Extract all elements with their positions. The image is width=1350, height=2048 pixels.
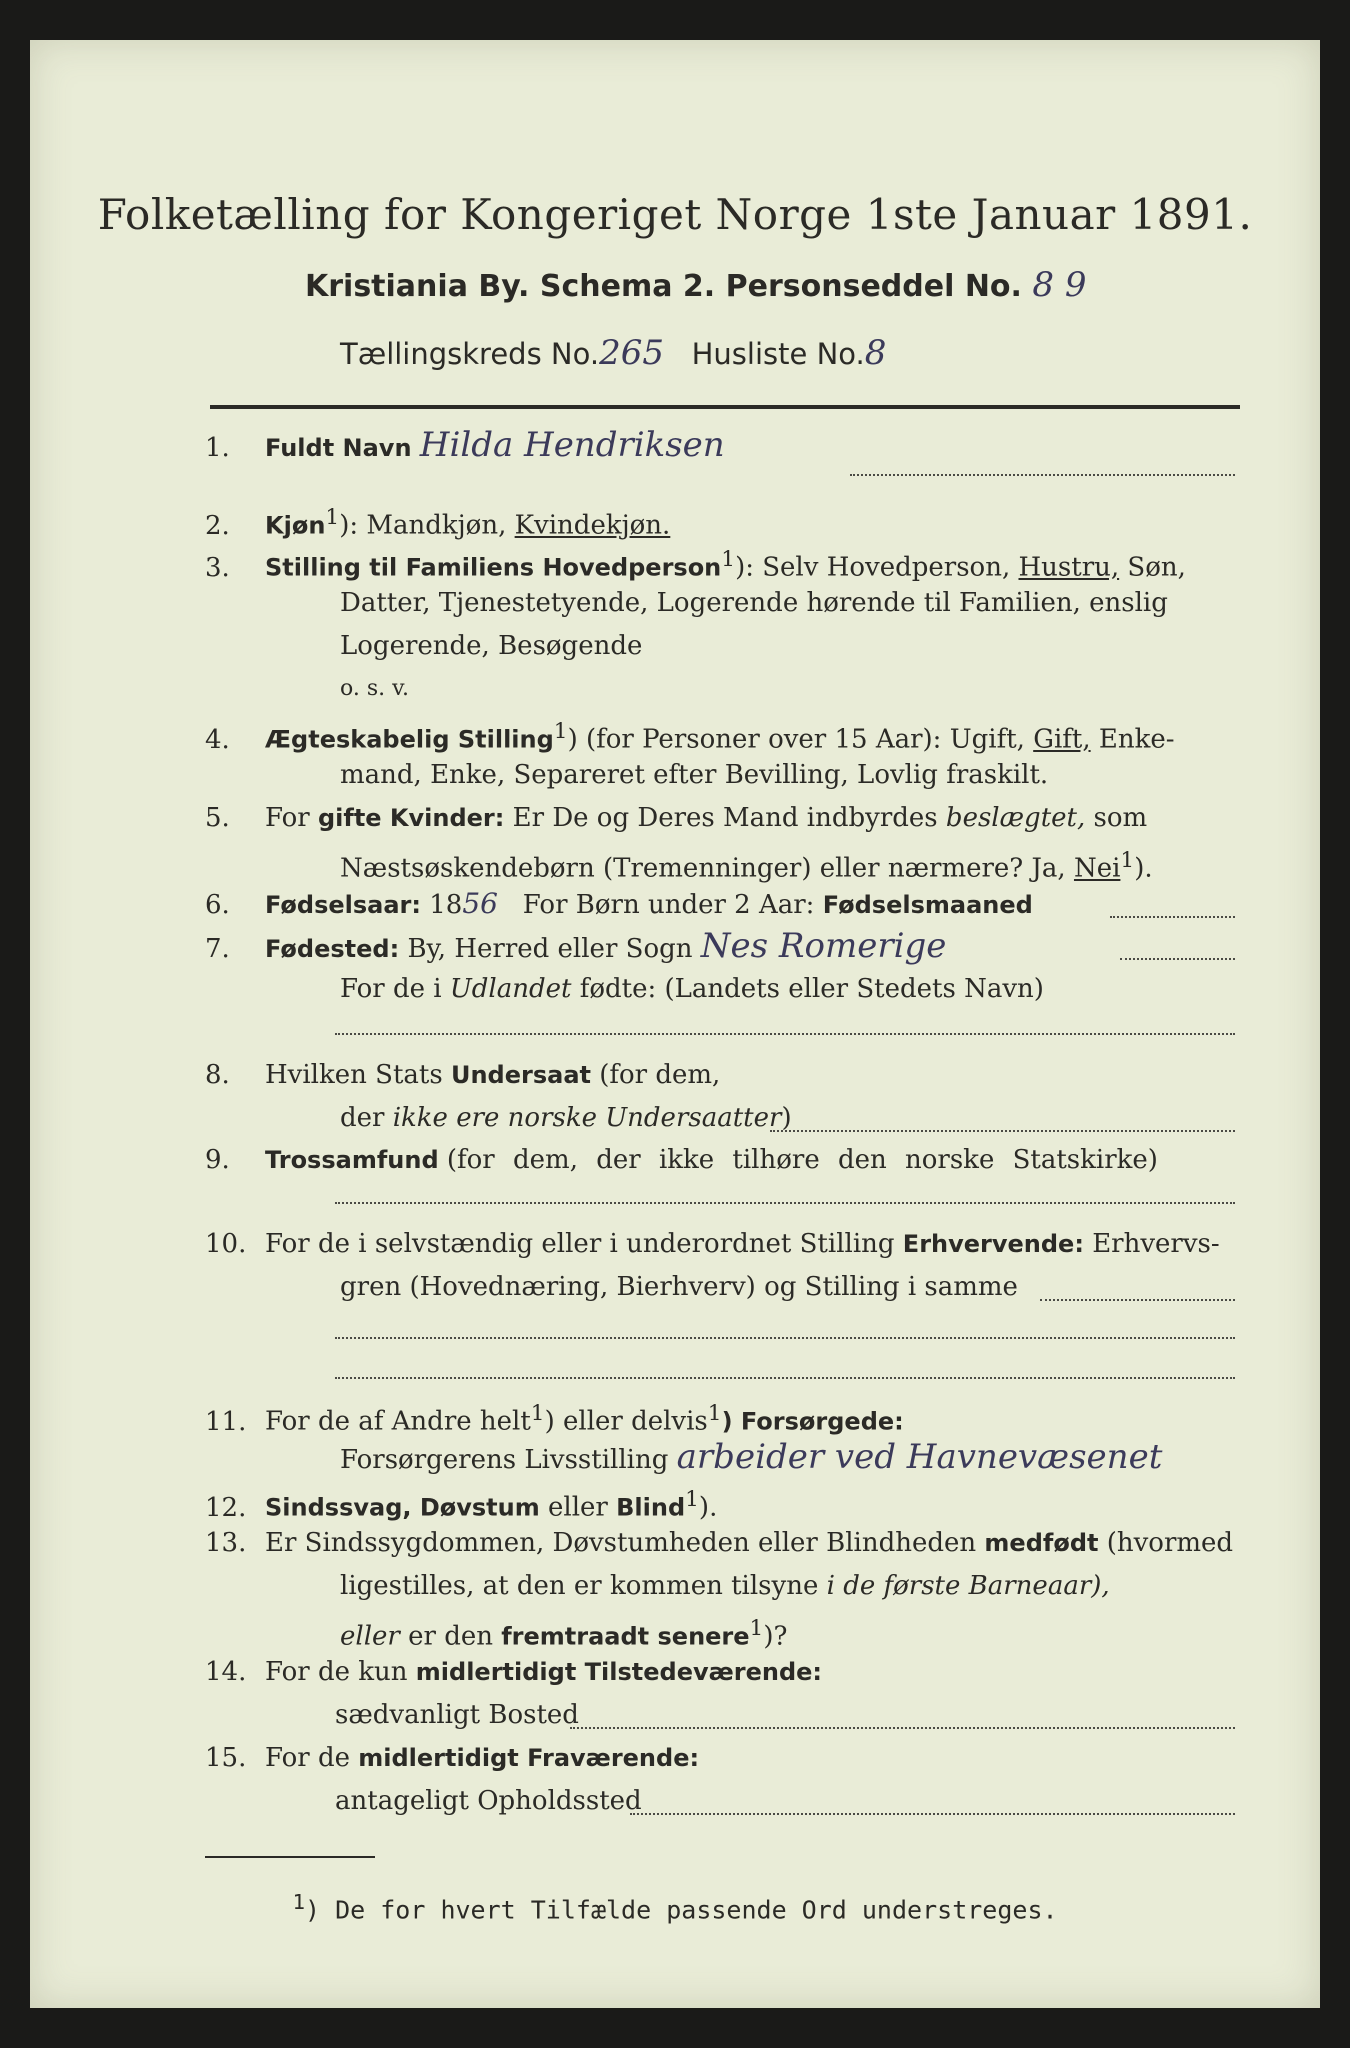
field-13 <box>205 1523 1245 1563</box>
birthplace-value: Nes Romerige <box>700 926 947 966</box>
field-text: For de af Andre helt <box>265 1406 531 1437</box>
footnote-mark: 1 <box>292 1890 305 1914</box>
field-label: fremtraadt senere <box>501 1622 750 1651</box>
dotted-line <box>850 474 1235 476</box>
field-label: Trossamfund <box>265 1146 439 1174</box>
field-number: 3. <box>205 552 230 583</box>
field-label: medfødt <box>984 1529 1099 1557</box>
field-text: ) (for Personer over 15 Aar): Ugift, <box>567 724 1025 755</box>
field-emphasis: Udlandet <box>449 974 572 1004</box>
footnote-mark: 1 <box>325 505 340 530</box>
field-text: For de kun <box>265 1657 408 1687</box>
footnote-mark: 1 <box>721 547 736 572</box>
footnote-mark: 1 <box>707 1401 722 1426</box>
field-text: Er Sindssygdommen, Døvstumheden eller Blindheden <box>265 1528 977 1558</box>
field-text: ) <box>781 1103 792 1133</box>
field-number: 2. <box>205 510 230 541</box>
field-text: Erhvervs- <box>1092 1229 1220 1259</box>
field-13-line2 <box>340 1566 1350 1606</box>
field-number: 1. <box>205 433 230 463</box>
field-15 <box>205 1738 1245 1778</box>
husliste-no-value: 8 <box>864 333 887 373</box>
selected-option: Gift, <box>1033 724 1091 755</box>
field-text: For de i <box>340 974 442 1004</box>
field-number: 12. <box>205 1492 247 1523</box>
field-text: ) eller delvis <box>544 1406 708 1437</box>
field-label: Fuldt Navn <box>265 434 412 462</box>
form-subtitle <box>305 265 1086 305</box>
form-district-line <box>340 333 886 373</box>
field-text: (for dem, <box>599 1060 721 1090</box>
field-number: 10. <box>205 1229 247 1259</box>
field-label: Blind <box>616 1493 686 1522</box>
field-emphasis: ikke ere norske Undersaatter <box>392 1103 782 1133</box>
field-label: gifte Kvinder: <box>317 804 505 832</box>
personseddel-no-value: 8 9 <box>1032 265 1087 305</box>
field-text: Næstsøskendebørn (Tremenninger) eller nærmere? Ja, <box>340 853 1066 884</box>
dotted-line <box>630 1813 1235 1815</box>
dotted-line <box>1040 1299 1235 1301</box>
dotted-line <box>770 1130 1235 1132</box>
field-label: Fødselsaar: <box>265 891 421 919</box>
selected-option: Kvindekjøn. <box>514 510 671 541</box>
dotted-line <box>570 1727 1235 1729</box>
field-3 <box>205 540 1245 588</box>
field-label: midlertidigt Tilstedeværende: <box>415 1658 823 1686</box>
field-5 <box>205 798 1245 838</box>
field-3-line2: Datter, Tjenestetyende, Logerende hørende til Familien, enslig <box>340 588 1168 618</box>
field-number: 15. <box>205 1743 247 1773</box>
field-text: ligestilles, at den er kommen tilsyne <box>340 1571 819 1601</box>
field-label: Undersaat <box>450 1061 591 1089</box>
field-text: 18 <box>429 890 463 920</box>
field-emphasis: i de første Barneaar), <box>826 1571 1110 1601</box>
dotted-line <box>1110 916 1235 918</box>
field-text: ). <box>698 1492 718 1523</box>
field-14 <box>205 1652 1245 1692</box>
field-label: Kjøn <box>265 511 326 540</box>
field-6 <box>205 884 1245 925</box>
field-text: der <box>340 1103 385 1133</box>
field-2 <box>205 498 1245 546</box>
field-label: Sindssvag, Døvstum <box>265 1493 540 1522</box>
field-3-line3: Logerende, Besøgende <box>340 631 643 661</box>
field-7 <box>205 926 1245 969</box>
footnote-mark: 1 <box>1120 848 1135 873</box>
field-text: ). <box>1134 853 1153 884</box>
field-8-line2 <box>340 1098 1350 1138</box>
birth-year-value: 56 <box>462 887 498 920</box>
field-number: 9. <box>205 1145 230 1175</box>
field-text: (for dem, der ikke tilhøre den norske Statskirke) <box>446 1145 1158 1175</box>
footnote-mark: 1 <box>749 1616 764 1641</box>
subtitle-prefix: Kristiania By. Schema 2. Personseddel No. <box>305 269 1022 304</box>
selected-option: Hustru, <box>1018 552 1120 583</box>
field-1 <box>205 425 1245 468</box>
field-number: 5. <box>205 803 230 833</box>
field-text: For Børn under 2 Aar: <box>522 890 815 920</box>
field-text: ): Selv Hovedperson, <box>735 552 1011 583</box>
footnote-mark: 1 <box>685 1487 699 1512</box>
taellingskreds-no-value: 265 <box>599 333 664 373</box>
field-11 <box>205 1394 1245 1442</box>
dotted-line <box>335 1337 1235 1339</box>
field-number: 14. <box>205 1657 247 1687</box>
field-8 <box>205 1055 1245 1095</box>
field-number: 13. <box>205 1528 247 1558</box>
field-label: Fødested: <box>265 935 400 963</box>
field-9 <box>205 1140 1245 1180</box>
provider-occupation-value: arbeider ved Havnevæsenet <box>676 1437 1163 1477</box>
field-text: )? <box>763 1621 788 1652</box>
field-text: som <box>1093 803 1148 833</box>
field-text: For de <box>265 1743 350 1773</box>
field-text: Forsørgerens Livsstilling <box>340 1445 669 1475</box>
field-emphasis: beslægtet, <box>945 803 1086 833</box>
field-13-line3 <box>340 1609 1350 1657</box>
field-text: Er De og Deres Mand indbyrdes <box>512 803 938 833</box>
field-text: (hvormed <box>1106 1528 1234 1558</box>
field-4 <box>205 712 1245 760</box>
field-7-line2 <box>340 969 1350 1009</box>
field-4-line2: mand, Enke, Separeret efter Bevilling, Lovlig fraskilt. <box>340 760 1049 790</box>
form-title: Folketælling for Kongeriget Norge 1ste Januar 1891. <box>97 190 1253 239</box>
field-text: For de i selvstændig eller i underordnet Stilling <box>265 1229 895 1259</box>
field-text: By, Herred eller Sogn <box>407 934 693 964</box>
taellingskreds-label: Tællingskreds No. <box>340 337 600 371</box>
field-text: Enke- <box>1098 724 1175 755</box>
dotted-line <box>335 1377 1235 1379</box>
field-text: fødte: (Landets eller Stedets Navn) <box>579 974 1044 1004</box>
field-12 <box>205 1480 1245 1528</box>
field-number: 4. <box>205 724 230 755</box>
footnote-mark: 1 <box>553 719 568 744</box>
field-label: Ægteskabelig Stilling <box>265 725 554 754</box>
field-label: Fødselsmaaned <box>822 891 1033 919</box>
footnote <box>30 1890 1320 1924</box>
field-number: 8. <box>205 1060 230 1090</box>
field-label: Stilling til Familiens Hovedperson <box>265 553 722 582</box>
field-text: eller <box>548 1492 608 1523</box>
field-emphasis: eller <box>340 1621 400 1652</box>
husliste-label: Husliste No. <box>691 337 865 371</box>
field-10 <box>205 1224 1245 1264</box>
full-name-value: Hilda Hendriksen <box>419 425 725 465</box>
selected-option: Nei <box>1073 853 1121 884</box>
field-text: For <box>265 803 310 833</box>
field-text: Hvilken Stats <box>265 1060 443 1090</box>
field-text: er den <box>408 1621 493 1652</box>
field-label: Erhvervende: <box>902 1230 1084 1258</box>
header-divider <box>210 405 1240 409</box>
field-number: 7. <box>205 934 230 964</box>
field-11-line2 <box>340 1437 1350 1480</box>
field-text: ): Mandkjøn, <box>339 510 507 541</box>
field-label: ) Forsørgede: <box>721 1407 904 1436</box>
field-14-line2: sædvanligt Bosted <box>335 1700 579 1730</box>
footnote-text: ) De for hvert Tilfælde passende Ord understreges. <box>304 1895 1058 1925</box>
field-3-line4: o. s. v. <box>340 676 409 701</box>
field-label: midlertidigt Fraværende: <box>358 1744 700 1772</box>
dotted-line <box>335 1033 1235 1035</box>
field-10-line2: gren (Hovednæring, Bierhverv) og Stilling i samme <box>340 1272 1018 1302</box>
footnote-divider <box>205 1856 375 1858</box>
field-text: Søn, <box>1127 552 1186 583</box>
field-5-line2 <box>340 841 1350 889</box>
dotted-line <box>335 1202 1235 1204</box>
census-form-sheet <box>30 40 1320 2008</box>
dotted-line <box>1120 958 1235 960</box>
field-15-line2: antageligt Opholdssted <box>335 1786 642 1816</box>
footnote-mark: 1 <box>530 1401 545 1426</box>
field-number: 6. <box>205 890 230 920</box>
field-number: 11. <box>205 1406 247 1437</box>
